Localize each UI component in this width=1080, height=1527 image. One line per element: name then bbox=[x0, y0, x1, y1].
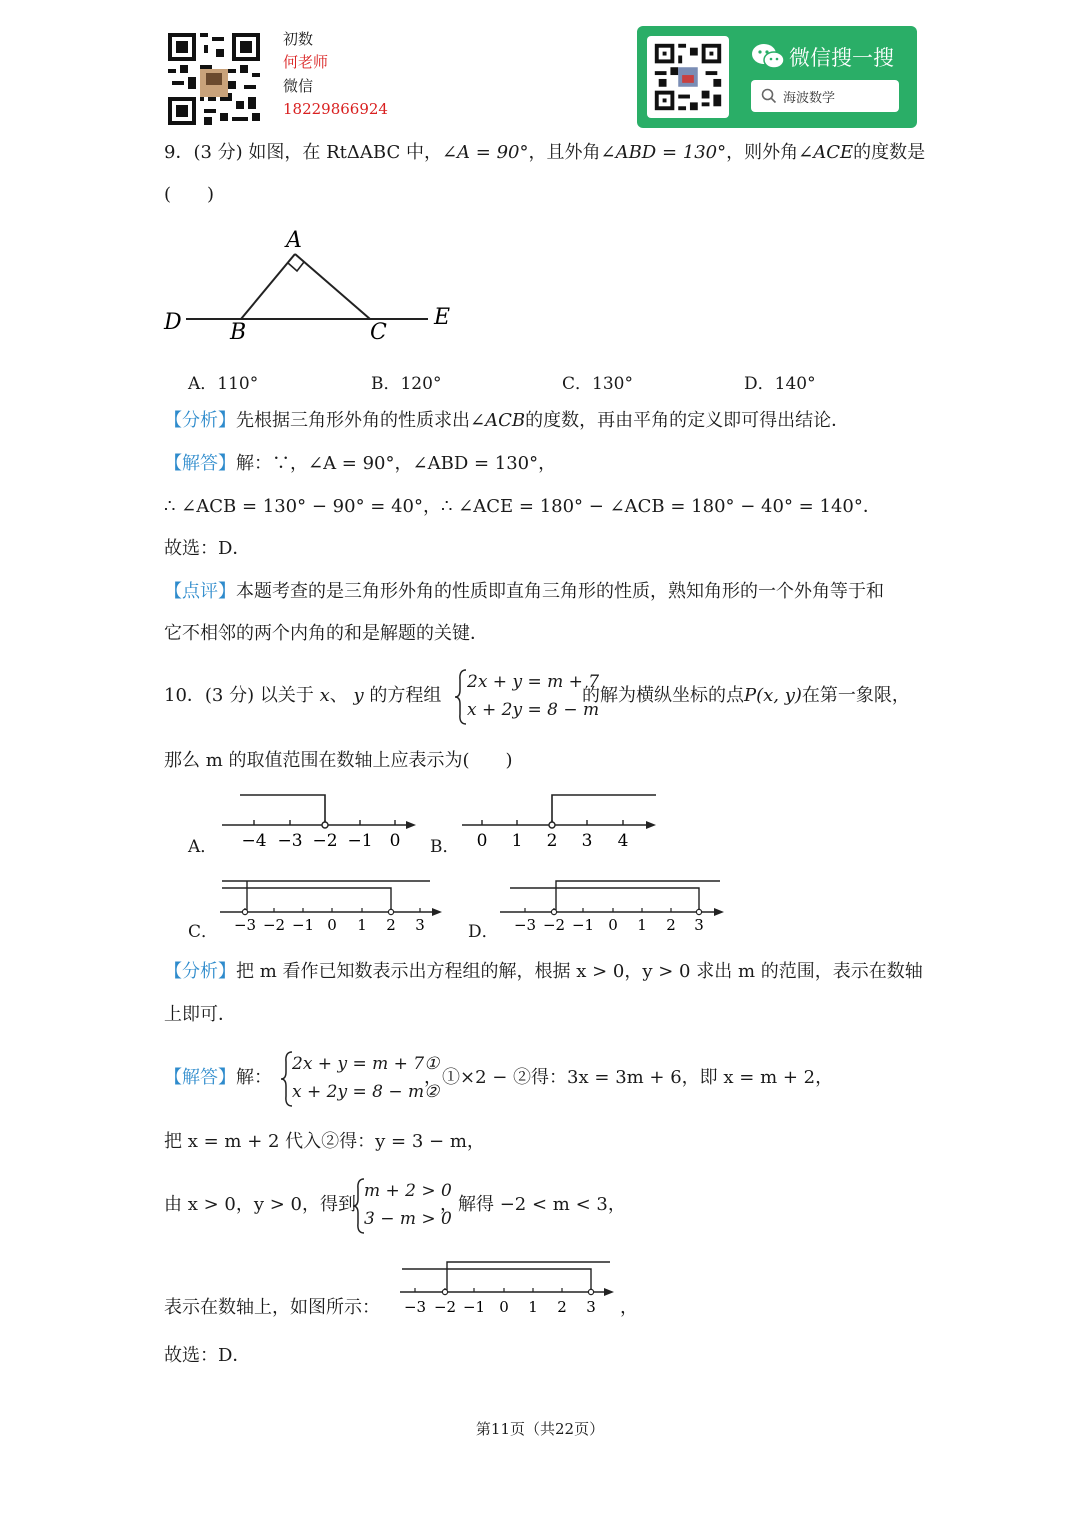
point-a-label: A bbox=[286, 228, 302, 253]
q9-comment-line1: 【点评】本题考查的是三角形外角的性质即直角三角形的性质，熟知角形的一个外角等于和 bbox=[164, 581, 884, 602]
q10-system-equations: 2x + y = m + 7 x + 2y = 8 − m bbox=[467, 672, 600, 720]
tick-label: −1 bbox=[462, 1298, 486, 1316]
q10-stem-part1: 10．(3 分) 以关于 x、 y 的方程组 bbox=[164, 685, 442, 706]
tick-label: 0 bbox=[499, 1298, 509, 1316]
tick-label: 3 bbox=[415, 916, 425, 934]
q9-solution-line2: ∴ ∠ACB = 130° − 90° = 40°，∴ ∠ACE = 180° − ∠ACB = 180° − 40° = 140°． bbox=[164, 496, 881, 517]
q9-comment-line2: 它不相邻的两个内角的和是解题的关键． bbox=[164, 623, 488, 644]
tick-label: −1 bbox=[291, 916, 315, 934]
q10-solution-intro: 【解答】解： bbox=[164, 1067, 272, 1088]
wechat-logo-icon bbox=[750, 42, 786, 72]
wechat-search-banner[interactable] bbox=[637, 26, 917, 128]
q9-option-d: D．140° bbox=[744, 374, 816, 394]
q10-solution-elimination: ，①×2 − ②得：3x = 3m + 6，即 x = m + 2， bbox=[424, 1067, 834, 1088]
search-icon bbox=[761, 88, 777, 104]
tick-label: −1 bbox=[347, 831, 373, 850]
tick-label: 1 bbox=[357, 916, 367, 934]
q9-stem-line2: ( ) bbox=[164, 184, 215, 205]
teacher-qr-code bbox=[168, 33, 260, 125]
q10-show-comma: ， bbox=[620, 1297, 638, 1318]
q10-inequality-result: ，解得 −2 < m < 3， bbox=[440, 1194, 626, 1215]
q10-option-c-label: C． bbox=[188, 922, 219, 942]
tick-label: −4 bbox=[241, 831, 267, 850]
tick-label: 3 bbox=[581, 831, 593, 850]
tick-label: 3 bbox=[694, 916, 704, 934]
tick-label: 2 bbox=[557, 1298, 567, 1316]
q10-stem-line2: 那么 m 的取值范围在数轴上应表示为( ) bbox=[164, 750, 513, 771]
tick-label: −3 bbox=[277, 831, 303, 850]
q10-analysis-line2: 上即可． bbox=[164, 1004, 236, 1025]
page-footer: 第11页（共22页） bbox=[475, 1420, 605, 1438]
q10-substitution: 把 x = m + 2 代入②得：y = 3 − m， bbox=[164, 1131, 485, 1152]
tick-label: 1 bbox=[528, 1298, 538, 1316]
wechat-search-text: 海波数学 bbox=[783, 91, 836, 106]
q10-answer-number-line bbox=[398, 1254, 620, 1316]
tick-label: 0 bbox=[476, 831, 488, 850]
q10-show-on-axis: 表示在数轴上，如图所示： bbox=[164, 1297, 380, 1318]
q9-analysis: 【分析】先根据三角形外角的性质求出∠ACB的度数，再由平角的定义即可得出结论． bbox=[164, 410, 850, 431]
tick-label: 1 bbox=[637, 916, 647, 934]
header-phone: 18229866924 bbox=[283, 100, 388, 118]
point-b-label: B bbox=[230, 320, 247, 345]
tick-label: −2 bbox=[433, 1298, 457, 1316]
tick-label: −3 bbox=[233, 916, 257, 934]
q9-option-b: B．120° bbox=[371, 374, 442, 394]
tick-label: 2 bbox=[546, 831, 558, 850]
tick-label: 2 bbox=[386, 916, 396, 934]
q9-triangle-figure bbox=[160, 225, 460, 350]
q10-option-d-label: D． bbox=[468, 922, 499, 942]
tick-label: 4 bbox=[617, 831, 629, 850]
header-label-math: 初数 bbox=[283, 30, 314, 48]
tick-label: 0 bbox=[327, 916, 337, 934]
q9-solution-line1: 【解答】解：∵，∠A = 90°，∠ABD = 130°， bbox=[164, 453, 557, 474]
point-c-label: C bbox=[370, 320, 387, 345]
q10-choice: 故选：D． bbox=[164, 1345, 251, 1366]
q10-option-b-number-line bbox=[458, 790, 668, 850]
tick-label: 0 bbox=[608, 916, 618, 934]
q10-system-brace bbox=[454, 668, 468, 726]
tick-label: −3 bbox=[513, 916, 537, 934]
q10-from-conditions: 由 x > 0，y > 0，得到 bbox=[164, 1194, 356, 1215]
q10-inequality-system: m + 2 > 0 3 − m > 0 bbox=[364, 1181, 452, 1229]
tick-label: −1 bbox=[571, 916, 595, 934]
q10-option-c-number-line bbox=[218, 874, 448, 934]
header-wechat-label: 微信 bbox=[283, 77, 314, 95]
wechat-qr-code bbox=[647, 36, 729, 118]
point-e-label: E bbox=[434, 305, 451, 330]
q10-analysis-line1: 【分析】把 m 看作已知数表示出方程组的解，根据 x > 0，y > 0 求出 m 的范围，表示在数轴 bbox=[164, 961, 923, 982]
tick-label: 2 bbox=[666, 916, 676, 934]
point-d-label: D bbox=[164, 310, 182, 335]
q10-stem-part2: 的解为横纵坐标的点P(x, y)在第一象限， bbox=[582, 685, 910, 706]
tick-label: −2 bbox=[262, 916, 286, 934]
q10-solution-system: 2x + y = m + 7① x + 2y = 8 − m② bbox=[292, 1054, 440, 1102]
q9-option-c: C．130° bbox=[562, 374, 633, 394]
header-teacher-name: 何老师 bbox=[283, 53, 329, 71]
q10-option-d-number-line bbox=[498, 874, 730, 934]
tick-label: 1 bbox=[511, 831, 523, 850]
tick-label: −3 bbox=[403, 1298, 427, 1316]
tick-label: −2 bbox=[312, 831, 338, 850]
q10-option-a-label: A． bbox=[188, 837, 218, 857]
q10-option-a-number-line bbox=[218, 790, 418, 850]
tick-label: −2 bbox=[542, 916, 566, 934]
q9-choice: 故选：D． bbox=[164, 538, 251, 559]
tick-label: 3 bbox=[586, 1298, 596, 1316]
tick-label: 0 bbox=[389, 831, 401, 850]
q9-option-a: A．110° bbox=[188, 374, 259, 394]
q9-stem-line1: 9．(3 分) 如图，在 RtΔABC 中，∠A = 90°，且外角∠ABD = 130°，则外角∠ACE的度数是 bbox=[164, 142, 926, 163]
wechat-search-title: 微信搜一搜 bbox=[789, 46, 894, 70]
wechat-search-box[interactable] bbox=[751, 80, 899, 112]
q10-option-b-label: B． bbox=[430, 837, 460, 857]
